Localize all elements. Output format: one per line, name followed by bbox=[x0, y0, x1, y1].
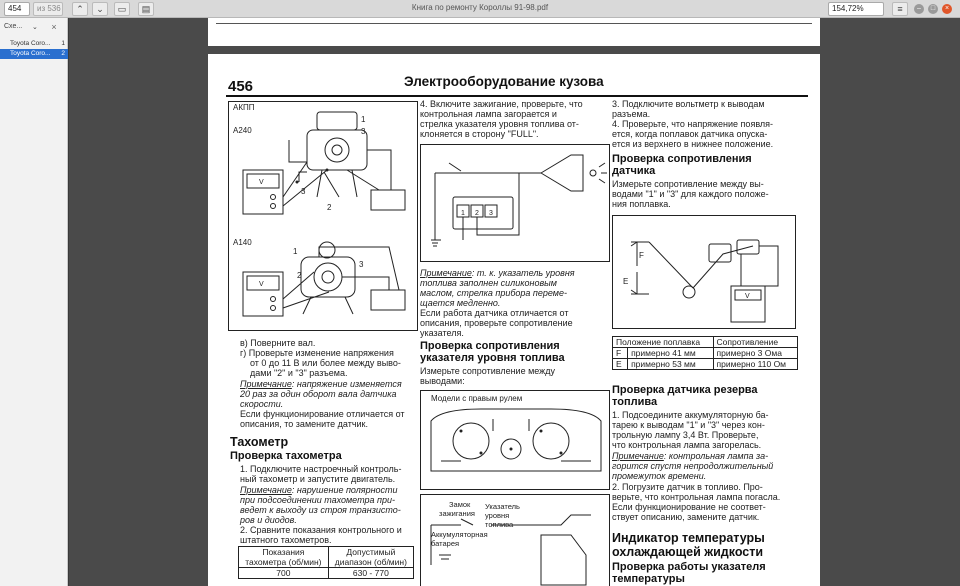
body-text: Измерьте сопротивление между вы- bbox=[612, 179, 764, 189]
subsection-heading: датчика bbox=[612, 165, 656, 177]
close-icon[interactable]: × bbox=[942, 4, 952, 14]
sidebar bbox=[0, 18, 68, 586]
figure-label: батарея bbox=[431, 539, 460, 548]
zoom-select[interactable]: 154,72% bbox=[828, 2, 884, 16]
figure-caption: Модели с правым рулем bbox=[431, 394, 523, 403]
akpp-label: АКПП bbox=[233, 103, 255, 112]
subsection-heading: Проверка сопротивления bbox=[612, 153, 752, 165]
body-text: верьте, что контрольная лампа погасла. bbox=[612, 492, 781, 502]
fuel-gauge-wiring-diagram bbox=[421, 495, 608, 586]
voltmeter-label: V bbox=[259, 179, 264, 186]
pdf-page bbox=[208, 54, 820, 586]
note-line: скорости. bbox=[240, 399, 284, 409]
close-icon[interactable]: × bbox=[51, 22, 57, 32]
body-text: описания, проверьте сопротивление bbox=[420, 318, 573, 328]
note-line: горится спустя непродолжительный bbox=[612, 461, 774, 471]
pin-label: 2 bbox=[327, 203, 332, 212]
fuel-gauge-diagram bbox=[421, 145, 608, 260]
note-prefix: Примечание bbox=[240, 379, 292, 389]
note-line: : т. к. указатель уровня bbox=[471, 268, 575, 278]
minimize-icon[interactable]: – bbox=[914, 4, 924, 14]
subsection-heading: Проверка тахометра bbox=[230, 450, 342, 462]
body-text: ствует описанию, замените датчик. bbox=[612, 512, 760, 522]
figure-label: топлива bbox=[485, 520, 514, 529]
page-number-input[interactable]: 454 bbox=[4, 2, 30, 16]
table-cell: примерно 3 Ома bbox=[713, 348, 798, 359]
chevron-down-icon[interactable]: ⌄ bbox=[32, 24, 38, 31]
toolbar bbox=[0, 0, 960, 18]
body-text: штатного тахометров. bbox=[240, 535, 332, 545]
body-text: ется из верхнего в нижнее положение. bbox=[612, 139, 774, 149]
table-cell: 700 bbox=[239, 568, 329, 579]
body-text: 4. Проверьте, что напряжение появля- bbox=[612, 119, 774, 129]
pin-label: 3 bbox=[301, 187, 306, 196]
voltmeter-label: V bbox=[259, 281, 264, 288]
speed-sensor-figure bbox=[228, 101, 418, 331]
sidebar-item-label: Toyota Coro... bbox=[10, 50, 51, 57]
table-row bbox=[239, 568, 414, 579]
figure-label: Замок bbox=[449, 500, 471, 509]
pin-label: 1 bbox=[361, 115, 366, 124]
body-text: стрелка указателя уровня топлива от- bbox=[420, 119, 579, 129]
table-row bbox=[613, 359, 798, 370]
sidebar-item-num: 2 bbox=[61, 50, 65, 57]
body-text: 2. Погрузите датчик в топливо. Про- bbox=[612, 482, 763, 492]
step-text: в) Поверните вал. bbox=[240, 338, 316, 348]
body-text: выводами: bbox=[420, 376, 465, 386]
subsection-heading: Проверка работы указателя bbox=[612, 561, 766, 573]
pin-label: 2 bbox=[475, 210, 479, 217]
table-header-line: Допустимый bbox=[346, 547, 396, 557]
pin-label: 3 bbox=[361, 127, 366, 136]
sidebar-item[interactable] bbox=[0, 39, 68, 49]
note-line: 20 раз за один оборот вала датчика bbox=[240, 389, 397, 399]
maximize-icon[interactable]: □ bbox=[928, 4, 938, 14]
header-rule bbox=[226, 95, 808, 97]
body-text: Измерьте сопротивление между bbox=[420, 366, 555, 376]
sidebar-item-label: Toyota Coro... bbox=[10, 40, 51, 47]
figure-label: Указатель bbox=[485, 502, 520, 511]
window-title: Книга по ремонту Короллы 91-98.pdf bbox=[411, 3, 549, 12]
note-line: топлива заполнен силиконовым bbox=[420, 278, 557, 288]
instrument-cluster-figure bbox=[420, 390, 610, 490]
step-text: г) Проверьте изменение напряжения bbox=[240, 348, 394, 358]
body-text: клоняется в сторону "FULL". bbox=[420, 129, 539, 139]
table-header: Положение поплавка bbox=[613, 337, 714, 348]
subsection-heading: температуры bbox=[612, 573, 685, 585]
note-line: : нарушение полярности bbox=[291, 485, 398, 495]
note-line: промежуток времени. bbox=[612, 471, 707, 481]
float-sensor-diagram bbox=[613, 216, 794, 327]
body-text: трольную лампу 3,4 Вт. Проверьте, bbox=[612, 430, 759, 440]
float-f-label: F bbox=[639, 251, 644, 260]
body-text: ния поплавка. bbox=[612, 199, 671, 209]
section-heading: охлаждающей жидкости bbox=[612, 545, 764, 559]
subsection-heading: Проверка сопротивления bbox=[420, 340, 560, 352]
sidebar-item-num: 1 bbox=[61, 40, 65, 47]
sidebar-mode-select[interactable]: Схе... bbox=[4, 23, 23, 30]
note-text bbox=[612, 451, 768, 461]
page-number: 456 bbox=[228, 78, 254, 95]
float-resistance-table bbox=[612, 336, 798, 370]
body-text: указателя. bbox=[420, 328, 464, 338]
body-text: разъема. bbox=[612, 109, 651, 119]
sidebar-toggle-icon[interactable]: ▭ bbox=[114, 2, 130, 16]
note-text bbox=[420, 268, 575, 278]
note-prefix: Примечание bbox=[240, 485, 292, 495]
subsection-heading: Проверка датчика резерва bbox=[612, 384, 758, 396]
table-header-line: диапазон (об/мин) bbox=[334, 557, 407, 567]
body-text: 1. Подключите настроечный контроль- bbox=[240, 464, 402, 474]
body-text: ный тахометр и запустите двигатель. bbox=[240, 474, 396, 484]
table-header: Сопротивление bbox=[713, 337, 798, 348]
pin-label: 1 bbox=[293, 247, 298, 256]
fuel-gauge-figure bbox=[420, 144, 610, 262]
note-text bbox=[240, 379, 402, 389]
section-heading: Тахометр bbox=[230, 435, 289, 449]
body-text: тарею к выводам "1" и "3" через кон- bbox=[612, 420, 765, 430]
table-cell: примерно 110 Ом bbox=[713, 359, 798, 370]
page-total-label: из 536 bbox=[33, 2, 63, 16]
body-text: Если функционирование не соответ- bbox=[612, 502, 766, 512]
table-cell: примерно 53 мм bbox=[628, 359, 713, 370]
table-row bbox=[613, 348, 798, 359]
document-viewport[interactable] bbox=[69, 18, 960, 586]
note-prefix: Примечание bbox=[612, 451, 664, 461]
pin-label: 3 bbox=[359, 260, 364, 269]
sidebar-item-active[interactable] bbox=[0, 49, 68, 59]
table-cell: F bbox=[613, 348, 628, 359]
body-text: Если работа датчика отличается от bbox=[420, 308, 569, 318]
table-header bbox=[328, 547, 413, 568]
body-text: водами "1" и "3" для каждого положе- bbox=[612, 189, 769, 199]
instrument-cluster-diagram bbox=[421, 391, 608, 488]
table-cell: примерно 41 мм bbox=[628, 348, 713, 359]
body-text: контрольная лампа загорается и bbox=[420, 109, 557, 119]
table-cell: E bbox=[613, 359, 628, 370]
a240-label: A240 bbox=[233, 126, 252, 135]
step-text: дами "2" и "3" разъема. bbox=[250, 368, 348, 378]
table-cell: 630 - 770 bbox=[328, 568, 413, 579]
body-text: 4. Включите зажигание, проверьте, что bbox=[420, 99, 583, 109]
pin-label: 1 bbox=[461, 210, 465, 217]
pin-label: 2 bbox=[297, 271, 302, 280]
table-header bbox=[239, 547, 329, 568]
note-line: щается медленно. bbox=[420, 298, 501, 308]
voltmeter-label: V bbox=[745, 293, 750, 300]
subsection-heading: топлива bbox=[612, 396, 658, 408]
section-heading: Индикатор температуры bbox=[612, 531, 765, 545]
chevron-up-icon[interactable]: ⌃ bbox=[72, 2, 88, 16]
step-text: от 0 до 11 В или более между выво- bbox=[250, 358, 401, 368]
body-text: ется, когда поплавок датчика опуска- bbox=[612, 129, 768, 139]
note-line: маслом, стрелка прибора переме- bbox=[420, 288, 567, 298]
previous-page bbox=[208, 18, 820, 46]
body-text: 3. Подключите вольтметр к выводам bbox=[612, 99, 765, 109]
fuel-gauge-wiring-figure bbox=[420, 494, 610, 586]
body-text: 1. Подсоедините аккумуляторную ба- bbox=[612, 410, 769, 420]
body-text: Если функционирование отличается от bbox=[240, 409, 405, 419]
note-line: : напряжение изменяется bbox=[291, 379, 402, 389]
body-text: описания, то замените датчик. bbox=[240, 419, 368, 429]
pin-label: 3 bbox=[489, 210, 493, 217]
table-header-line: тахометра (об/мин) bbox=[245, 557, 322, 567]
note-line: при подсоединении тахометра при- bbox=[240, 495, 395, 505]
body-text: что контрольная лампа загорелась. bbox=[612, 440, 762, 450]
figure-label: зажигания bbox=[439, 509, 475, 518]
chevron-down-icon[interactable]: ⌄ bbox=[92, 2, 108, 16]
float-e-label: E bbox=[623, 277, 629, 286]
note-line: : контрольная лампа за- bbox=[663, 451, 769, 461]
a140-label: A140 bbox=[233, 238, 252, 247]
note-line: ведет к выходу из строя транзисто- bbox=[240, 505, 401, 515]
body-text: 2. Сравните показания контрольного и bbox=[240, 525, 402, 535]
float-sensor-figure bbox=[612, 215, 796, 329]
table-header-line: Показания bbox=[262, 547, 305, 557]
menu-icon[interactable]: ≡ bbox=[892, 2, 908, 16]
page-title: Электрооборудование кузова bbox=[404, 74, 604, 89]
figure-label: Аккумуляторная bbox=[431, 530, 488, 539]
document-icon[interactable]: ▤ bbox=[138, 2, 154, 16]
speed-sensor-diagram bbox=[229, 102, 416, 329]
note-line: ров и диодов. bbox=[240, 515, 297, 525]
note-text bbox=[240, 485, 398, 495]
subsection-heading: указателя уровня топлива bbox=[420, 352, 565, 364]
figure-label: уровня bbox=[485, 511, 510, 520]
tachometer-table bbox=[238, 546, 414, 579]
note-prefix: Примечание bbox=[420, 268, 472, 278]
